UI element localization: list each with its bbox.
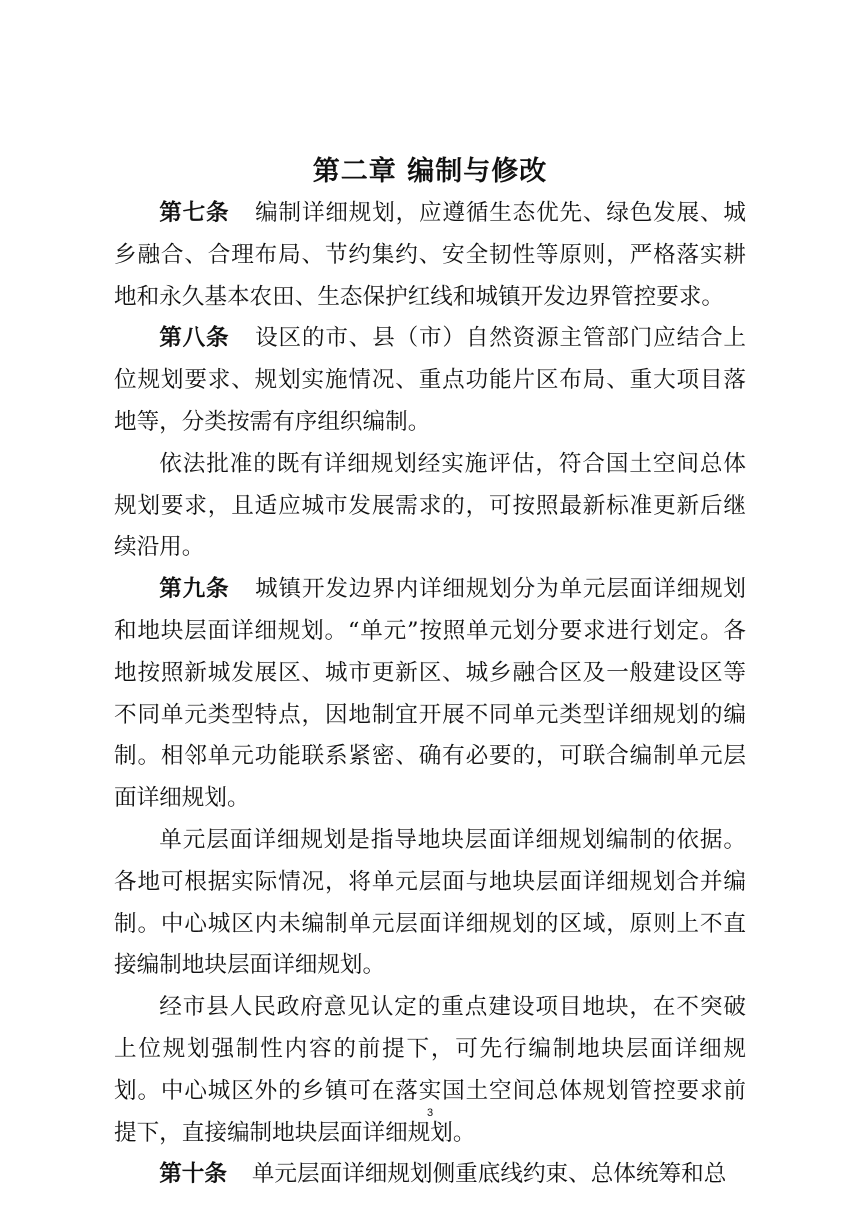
paragraph-article-7	[114, 193, 746, 318]
paragraph-text: 设区的市、县（市）自然资源主管部门应结合上位规划要求、规划实施情况、重点功能片区布局、重大项目落地等，分类按需有序组织编制。	[114, 325, 747, 435]
paragraph-text: 城镇开发边界内详细规划分为单元层面详细规划和地块层面详细规划。“单元”按照单元划分要求进行划定。各地按照新城发展区、城市更新区、城乡融合区及一般建设区等不同单元类型特点，因地制宜开展不同单元类型详细规划的编制。相邻单元功能联系紧密、确有必要的，可联合编制单元层面详细规划。	[114, 576, 747, 812]
paragraph-text: 经市县人民政府意见认定的重点建设项目地块，在不突破上位规划强制性内容的前提下，可先行编制地块层面详细规划。中心城区外的乡镇可在落实国土空间总体规划管控要求前提下，直接编制地块层面详细规划。	[114, 994, 746, 1146]
article-label: 第九条	[159, 576, 230, 603]
page-number: 3	[426, 1107, 434, 1119]
paragraph-article-9-continued-1	[114, 820, 746, 987]
article-label: 第八条	[159, 325, 230, 352]
paragraph-article-8	[114, 318, 746, 443]
chapter-title: 第二章 编制与修改	[312, 156, 548, 187]
article-label: 第七条	[159, 200, 230, 226]
paragraph-text: 依法批准的既有详细规划经实施评估，符合国土空间总体规划要求，且适应城市发展需求的，可按照最新标准更新后继续沿用。	[114, 450, 746, 561]
paragraph-text: 单元层面详细规划是指导地块层面详细规划编制的依据。各地可根据实际情况，将单元层面与地块层面详细规划合并编制。中心城区内未编制单元层面详细规划的区域，原则上不直接编制地块层面详细规划。	[114, 826, 746, 979]
paragraph-article-9	[114, 569, 746, 820]
article-label: 第十条	[159, 1161, 227, 1188]
paragraph-text: 单元层面详细规划侧重底线约束、总体统筹和总	[251, 1161, 727, 1188]
paragraph-article-9-continued-2	[114, 987, 746, 1154]
paragraph-article-8-continued	[114, 444, 746, 569]
paragraph-text: 编制详细规划，应遵循生态优先、绿色发展、城乡融合、合理布局、节约集约、安全韧性等原则，严格落实耕地和永久基本农田、生态保护红线和城镇开发边界管控要求。	[114, 200, 747, 310]
document-body	[114, 193, 746, 1196]
paragraph-article-10	[114, 1154, 746, 1196]
